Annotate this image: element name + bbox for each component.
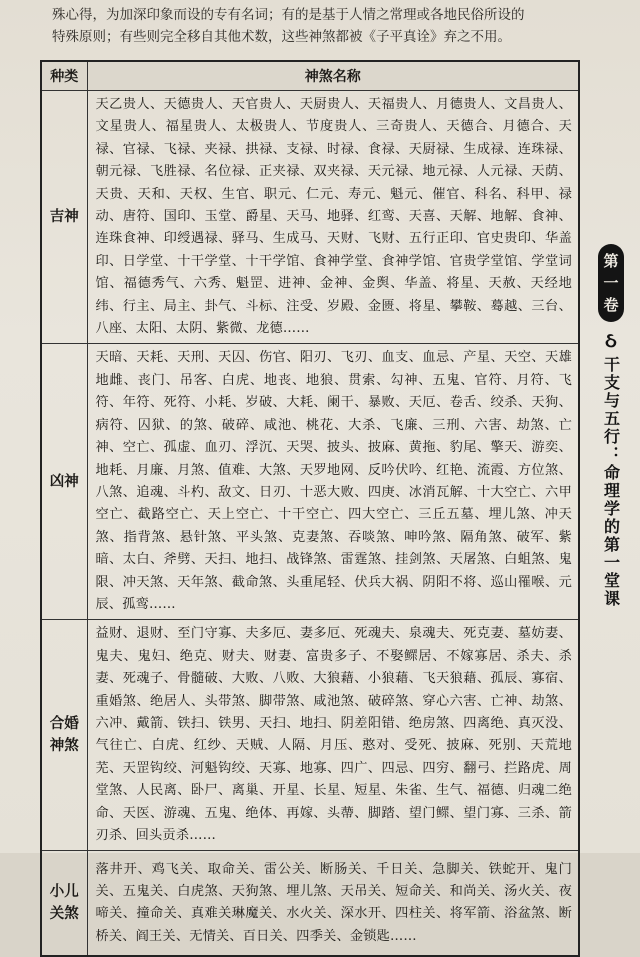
chapter-title: 干支与五行：命理学的第一堂课 [601, 356, 621, 608]
category-auspicious: 吉神 [41, 91, 87, 344]
chapter-sidebar [596, 244, 626, 608]
names-inauspicious: 天暗、天耗、天刑、天囚、伤官、阳刃、飞刃、血支、血忌、产星、天空、天雄地雌、丧门、吊客、白虎、地丧、地狼、贯索、勾神、五鬼、官符、月符、飞符、年符、死符、小耗、岁破、大耗、阑干、暴败、天厄、卷舌、绞杀、天狗、病符、囚狱、的煞、破碎、咸池、桃花、大杀、飞廉、三刑、六害、劫煞、亡神、空亡、孤虚、血刃、浮沉、天哭、披头、披麻、黄拖、豹尾、擎天、游奕、地耗、月廉、月煞、值难、大煞、天罗地网、反吟伏吟、红艳、流霞、方位煞、八煞、追魂、斗杓、敌文、日刃、十恶大败、四庚、冰消瓦解、十大空亡、六甲空亡、截路空亡、天上空亡、十干空亡、四大空亡、三丘五墓、埋儿煞、冲天煞、指背煞、悬针煞、平头煞、克妻煞、吞啖煞、呻吟煞、隔角煞、破军、紫暗、太白、斧劈、天扫、地扫、战锋煞、雷霆煞、挂剑煞、天屠煞、白蛆煞、鬼限、冲天煞、天年煞、截命煞、头重尾轻、伏兵大祸、阴阳不将、巡山罹喉、元辰、孤鸾…… [87, 344, 579, 620]
volume-tab [598, 244, 624, 322]
names-marriage: 益财、退财、至门守寡、夫多厄、妻多厄、死魂夫、泉魂夫、死克妻、墓妨妻、鬼夫、鬼妇、绝克、财夫、财妻、富贵多子、不娶鳏居、不嫁寡居、杀夫、杀妻、死魂子、骨髓破、大败、八败、大狼藉、小狼藉、飞天狼藉、孤辰、寡宿、重婚煞、绝居人、头带煞、脚带煞、咸池煞、破碎煞、穿心六害、亡神、劫煞、六冲、戴箭、铁扫、铁男、天扫、地扫、阴差阳错、绝房煞、四离绝、真灭没、气往亡、白虎、红纱、天贼、人隔、月压、憨对、受死、披麻、死别、天荒地芜、天罡钩绞、河魁钩绞、天寡、地寡、四广、四忌、四穷、翻弓、拦路虎、周堂煞、人民离、卧尸、离巢、开星、长星、短星、朱雀、生气、福德、归魂二绝命、天医、游魂、五鬼、绝体、再嫁、头蔕、脚踏、望门鳏、望门寡、三杀、箭刃杀、回头贡杀…… [87, 620, 579, 851]
category-children: 小儿关煞 [41, 851, 87, 957]
header-names: 神煞名称 [87, 61, 579, 91]
decorative-mark-icon: ઠ [605, 328, 617, 352]
volume-char: 一 [603, 274, 619, 292]
header-category: 种类 [41, 61, 87, 91]
names-children: 落井开、鸡飞关、取命关、雷公关、断肠关、千日关、急脚关、铁蛇开、鬼门关、五鬼关、白虎煞、天狗煞、埋儿煞、天吊关、短命关、和尚关、汤火关、夜啼关、撞命关、真难关琳魔关、水火关、深水开、四柱关、将军箭、浴盆煞、断桥关、阎王关、无情关、百日关、四季关、金锁匙…… [87, 851, 579, 957]
volume-char: 第 [603, 252, 619, 270]
table-row [41, 620, 579, 851]
table-row [41, 344, 579, 620]
category-inauspicious: 凶神 [41, 344, 87, 620]
shensha-table [40, 60, 580, 957]
category-marriage: 合婚神煞 [41, 620, 87, 851]
intro-paragraph [52, 4, 572, 48]
intro-line-1: 殊心得，为加深印象而设的专有名词；有的是基于人情之常理或各地民俗所设的 [52, 7, 525, 23]
volume-char: 卷 [603, 296, 619, 314]
names-auspicious: 天乙贵人、天德贵人、天官贵人、天厨贵人、天福贵人、月德贵人、文昌贵人、文星贵人、福星贵人、太极贵人、节度贵人、三奇贵人、天德合、月德合、天禄、官禄、飞禄、夹禄、拱禄、支禄、时禄、食禄、天厨禄、生成禄、连珠禄、朝元禄、飞胜禄、名位禄、正夹禄、双夹禄、天元禄、地元禄、人元禄、天荫、天贵、天和、天权、生官、职元、仁元、寿元、魁元、催官、科名、科甲、禄动、唐符、国印、玉堂、爵星、天马、地驿、红鸾、天喜、天解、地解、食神、连珠食神、印绶遇禄、驿马、生成马、天财、飞财、五行正印、官史贵印、华盖印、日学堂、十干学堂、十干学馆、食神学堂、食神学馆、官贵学堂馆、学堂词馆、福德秀气、六秀、魁罡、进神、金神、金舆、华盖、将星、天赦、天经地纬、行主、局主、卦气、斗标、注受、岁殿、金匮、将星、攀鞍、蓦越、三台、八座、太阳、太阴、紫微、龙德…… [87, 91, 579, 344]
table-row [41, 91, 579, 344]
intro-line-2: 特殊原则；有些则完全移自其他术数，这些神煞都被《子平真诠》弃之不用。 [52, 29, 511, 45]
table-row [41, 851, 579, 957]
table-header-row [41, 61, 579, 91]
